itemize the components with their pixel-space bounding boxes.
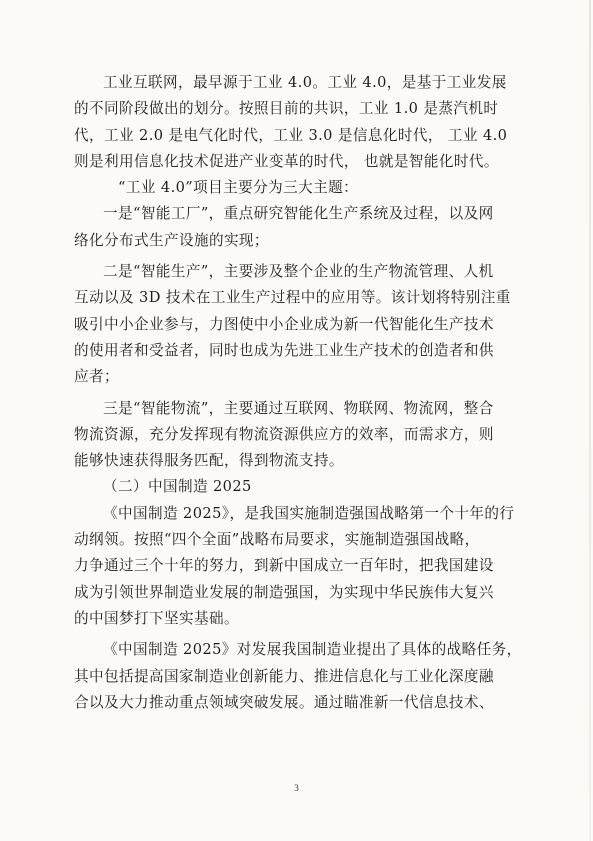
- paragraph-line: 成为引领世界制造业发展的制造强国，为实现中华民族伟大复兴: [74, 583, 494, 601]
- page-number: 3: [294, 783, 299, 793]
- paragraph-line: 物流资源，充分发挥现有物流资源供应方的效率，而需求方，则: [74, 425, 494, 443]
- paragraph-line: 代，工业 2.0 是电气化时代，工业 3.0 是信息化时代， 工业 4.0: [74, 126, 508, 144]
- body-text: [74, 70, 526, 716]
- section-heading: （二）中国制造 2025: [103, 478, 252, 496]
- paragraph-line: “工业 4.0”项目主要分为三大主题：: [118, 179, 359, 197]
- page-edge-shadow: [589, 0, 591, 841]
- paragraph-line: 动纲领。按照“四个全面”战略布局要求，实施制造强国战略，: [74, 531, 480, 549]
- paragraph-line: 络化分布式生产设施的实现；: [74, 231, 269, 249]
- paragraph-line: 合以及大力推动重点领域突破发展。通过瞄准新一代信息技术、: [74, 693, 494, 711]
- paragraph-line: 应者；: [74, 368, 119, 386]
- paragraph-line: 的不同阶段做出的划分。按照目前的共识，工业 1.0 是蒸汽机时: [74, 100, 499, 118]
- paragraph-line: 的使用者和受益者，同时也成为先进工业生产技术的创造者和供: [74, 341, 494, 359]
- paragraph-line: 一是“智能工厂”，重点研究智能化生产系统及过程，以及网: [103, 205, 494, 223]
- paragraph-line: 的中国梦打下坚实基础。: [74, 609, 239, 627]
- paragraph-line: 吸引中小企业参与，力图使中小企业成为新一代智能化生产技术: [74, 315, 494, 333]
- paragraph-line: 力争通过三个十年的努力，到新中国成立一百年时，把我国建设: [74, 557, 494, 575]
- paragraph-line: 《中国制造 2025》，是我国实施制造强国战略第一个十年的行: [103, 504, 515, 522]
- paragraph-line: 其中包括提高国家制造业创新能力、推进信息化与工业化深度融: [74, 667, 494, 685]
- paragraph-line: 则是利用信息化技术促进产业变革的时代， 也就是智能化时代。: [74, 152, 499, 170]
- paragraph-line: 工业互联网，最早源于工业 4.0。工业 4.0，是基于工业发展: [103, 74, 507, 91]
- paragraph-line: 互动以及 3D 技术在工业生产过程中的应用等。该计划将特别注重: [74, 289, 511, 307]
- paragraph-line: 三是“智能物流”，主要通过互联网、物联网、物流网，整合: [103, 399, 494, 417]
- paragraph-line: 二是“智能生产”，主要涉及整个企业的生产物流管理、人机: [103, 263, 494, 281]
- paragraph-line: 能够快速获得服务匹配，得到物流支持。: [74, 452, 344, 470]
- paragraph-line: 《中国制造 2025》对发展我国制造业提出了具体的战略任务，: [103, 641, 522, 659]
